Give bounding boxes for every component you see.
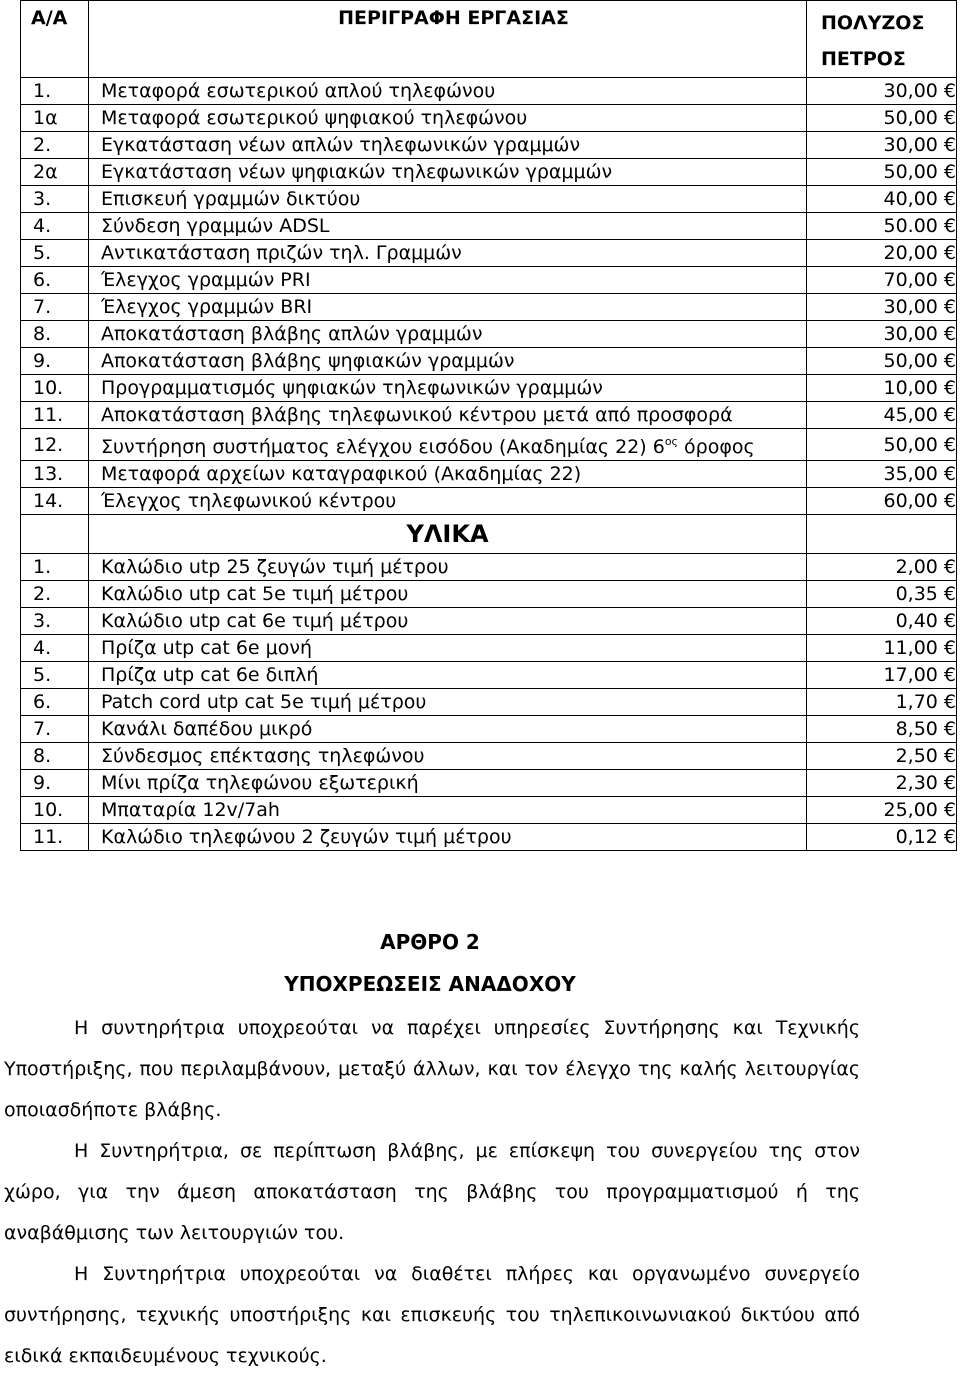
work-row-price: [807, 240, 957, 267]
work-row-price: [807, 213, 957, 240]
work-row-description: [89, 294, 807, 321]
work-row-price: [807, 267, 957, 294]
euro-icon: €: [943, 404, 956, 426]
work-row: [21, 186, 957, 213]
price-value: 50,00: [883, 350, 938, 372]
work-description-superscript: ος: [664, 435, 678, 448]
work-row-number: 14.: [21, 488, 89, 515]
price-value: 30,00: [883, 323, 938, 345]
work-row-number: 11.: [21, 402, 89, 429]
material-row-number: 6.: [21, 689, 89, 716]
material-description-text: Πρίζα utp cat 6e διπλή: [101, 664, 319, 686]
material-row-number: 9.: [21, 770, 89, 797]
work-row-number: 8.: [21, 321, 89, 348]
work-row-number: 9.: [21, 348, 89, 375]
price-value: 30,00: [883, 134, 938, 156]
work-row-number: 13.: [21, 461, 89, 488]
price-value: 30,00: [883, 80, 938, 102]
euro-icon: €: [943, 718, 956, 740]
header-price-line2: ΠΕΤΡΟΣ: [821, 48, 906, 70]
work-rows: [21, 78, 957, 515]
material-row-number: 8.: [21, 743, 89, 770]
work-row-price: [807, 159, 957, 186]
work-row-description: [89, 348, 807, 375]
paragraph-1: [4, 1008, 860, 1131]
material-row-number: 5.: [21, 662, 89, 689]
price-value: 2,50: [895, 745, 938, 767]
material-description-text: Patch cord utp cat 5e τιμή μέτρου: [101, 691, 427, 713]
materials-num-cell: [21, 515, 89, 554]
header-price-line1: ΠΟΛΥΖΟΣ: [821, 12, 925, 34]
work-row-number: 2.: [21, 132, 89, 159]
price-value: 2,30: [895, 772, 938, 794]
material-row-description: [89, 689, 807, 716]
work-row-number: 7.: [21, 294, 89, 321]
material-row-price: [807, 554, 957, 581]
paragraph-1-text: Η συντηρήτρια υποχρεούται να παρέχει υπηρεσίες Συντήρησης και Τεχνικής Υποστήριξης, που περιλαμβάνουν, μεταξύ άλλων, και τον έλεγχο της καλής λειτουργίας οποιασδήποτε βλάβης.: [4, 1017, 860, 1121]
price-value: 20,00: [883, 242, 938, 264]
work-row: [21, 78, 957, 105]
material-row-number: 2.: [21, 581, 89, 608]
euro-icon: €: [943, 463, 956, 485]
work-row-description: [89, 186, 807, 213]
work-row: [21, 488, 957, 515]
price-value: 0,40: [895, 610, 938, 632]
material-description-text: Σύνδεσμος επέκτασης τηλεφώνου: [101, 745, 425, 767]
work-row-description: [89, 461, 807, 488]
work-row-description: [89, 488, 807, 515]
euro-icon: €: [943, 610, 956, 632]
material-row-description: [89, 581, 807, 608]
header-price: [807, 1, 957, 78]
euro-icon: €: [943, 107, 956, 129]
work-row-price: [807, 402, 957, 429]
paragraph-3: [4, 1254, 860, 1377]
work-description-text: Αποκατάσταση βλάβης ψηφιακών γραμμών: [101, 350, 515, 372]
euro-icon: €: [943, 188, 956, 210]
work-description-text: Επισκευή γραμμών δικτύου: [101, 188, 361, 210]
work-row-price: [807, 132, 957, 159]
price-value: 50,00: [883, 161, 938, 183]
work-row: [21, 375, 957, 402]
paragraph-2: [4, 1131, 860, 1254]
work-row-number: 2α: [21, 159, 89, 186]
price-value: 25,00: [883, 799, 938, 821]
work-row: [21, 402, 957, 429]
material-row-price: [807, 824, 957, 851]
euro-icon: €: [943, 433, 956, 456]
euro-icon: €: [943, 745, 956, 767]
euro-icon: €: [943, 637, 956, 659]
work-row: [21, 159, 957, 186]
material-row: [21, 635, 957, 662]
work-row-price: [807, 294, 957, 321]
materials-section-row: [21, 515, 957, 554]
material-row-price: [807, 608, 957, 635]
euro-icon: €: [943, 826, 956, 848]
material-row-description: [89, 824, 807, 851]
work-row-description: [89, 240, 807, 267]
work-description-text: Έλεγχος γραμμών PRI: [101, 269, 311, 291]
work-row: [21, 105, 957, 132]
work-row-description: [89, 159, 807, 186]
work-row-price: [807, 105, 957, 132]
price-value: 50.00: [883, 215, 938, 237]
work-row-number: 6.: [21, 267, 89, 294]
material-description-text: Κανάλι δαπέδου μικρό: [101, 718, 313, 740]
work-row-description: [89, 132, 807, 159]
material-row-number: 7.: [21, 716, 89, 743]
material-row-number: 10.: [21, 797, 89, 824]
work-row-price: [807, 488, 957, 515]
price-value: 35,00: [883, 463, 938, 485]
work-description-text: Σύνδεση γραμμών ADSL: [101, 215, 330, 237]
euro-icon: €: [943, 242, 956, 264]
work-description-text: Μεταφορά εσωτερικού ψηφιακού τηλεφώνου: [101, 107, 528, 129]
price-value: 0,35: [895, 583, 938, 605]
material-description-text: Καλώδιο τηλεφώνου 2 ζευγών τιμή μέτρου: [101, 826, 512, 848]
work-description-text: Έλεγχος γραμμών BRI: [101, 296, 313, 318]
material-row-description: [89, 554, 807, 581]
material-row-price: [807, 635, 957, 662]
material-row-price: [807, 581, 957, 608]
work-row-description: [89, 213, 807, 240]
euro-icon: €: [943, 215, 956, 237]
material-rows: [21, 554, 957, 851]
material-description-text: Καλώδιο utp cat 6e τιμή μέτρου: [101, 610, 409, 632]
work-row: [21, 213, 957, 240]
material-row-description: [89, 770, 807, 797]
work-description-text: Εγκατάσταση νέων απλών τηλεφωνικών γραμμών: [101, 134, 581, 156]
paragraph-2-text: Η Συντηρήτρια, σε περίπτωση βλάβης, με επίσκεψη του συνεργείου της στον χώρο, για την άμεση αποκατάσταση της βλάβης του προγραμματισμού ή της αναβάθμισης των λειτουργιών του.: [4, 1140, 860, 1244]
work-row-price: [807, 429, 957, 461]
material-row-description: [89, 716, 807, 743]
material-row-price: [807, 716, 957, 743]
table-header-row: [21, 1, 957, 78]
euro-icon: €: [943, 583, 956, 605]
work-row-number: 1α: [21, 105, 89, 132]
price-value: 8,50: [895, 718, 938, 740]
material-row: [21, 770, 957, 797]
price-value: 2,00: [895, 556, 938, 578]
work-description-text: Εγκατάσταση νέων ψηφιακών τηλεφωνικών γραμμών: [101, 161, 613, 183]
material-row: [21, 797, 957, 824]
material-row-price: [807, 689, 957, 716]
price-value: 40,00: [883, 188, 938, 210]
work-row-price: [807, 321, 957, 348]
work-description-text: Αποκατάσταση βλάβης απλών γραμμών: [101, 323, 483, 345]
euro-icon: €: [943, 691, 956, 713]
work-row-number: 12.: [21, 429, 89, 461]
work-row: [21, 461, 957, 488]
material-row: [21, 581, 957, 608]
material-description-text: Μπαταρία 12v/7ah: [101, 799, 280, 821]
euro-icon: €: [943, 161, 956, 183]
euro-icon: €: [943, 772, 956, 794]
materials-price-cell: [807, 515, 957, 554]
material-description-text: Πρίζα utp cat 6e μονή: [101, 637, 313, 659]
work-row-description: [89, 267, 807, 294]
euro-icon: €: [943, 377, 956, 399]
material-row-number: 4.: [21, 635, 89, 662]
material-description-text: Καλώδιο utp cat 5e τιμή μέτρου: [101, 583, 409, 605]
material-row: [21, 608, 957, 635]
price-value: 50,00: [883, 107, 938, 129]
material-row-number: 1.: [21, 554, 89, 581]
materials-heading: ΥΛΙΚΑ: [89, 515, 807, 554]
work-row-price: [807, 348, 957, 375]
work-row-number: 3.: [21, 186, 89, 213]
price-value: 0,12: [895, 826, 938, 848]
material-row-price: [807, 662, 957, 689]
work-row: [21, 429, 957, 461]
euro-icon: €: [943, 269, 956, 291]
material-row: [21, 554, 957, 581]
material-row-description: [89, 662, 807, 689]
work-description-text: Έλεγχος τηλεφωνικού κέντρου: [101, 490, 397, 512]
work-row-price: [807, 461, 957, 488]
work-row-price: [807, 375, 957, 402]
work-row: [21, 348, 957, 375]
material-row-price: [807, 797, 957, 824]
header-description: ΠΕΡΙΓΡΑΦΗ ΕΡΓΑΣΙΑΣ: [89, 1, 807, 78]
material-row-number: 3.: [21, 608, 89, 635]
material-row-description: [89, 635, 807, 662]
work-row: [21, 267, 957, 294]
work-row-number: 5.: [21, 240, 89, 267]
work-row: [21, 321, 957, 348]
material-row: [21, 743, 957, 770]
work-row-description: [89, 429, 807, 461]
pricing-table: [20, 0, 957, 851]
price-value: 11,00: [883, 637, 938, 659]
material-row: [21, 716, 957, 743]
price-value: 50,00: [883, 433, 938, 456]
article-title: ΑΡΘΡΟ 2: [380, 930, 480, 954]
price-value: 70,00: [883, 269, 938, 291]
price-value: 45,00: [883, 404, 938, 426]
price-value: 17,00: [883, 664, 938, 686]
work-description-text: Αποκατάσταση βλάβης τηλεφωνικού κέντρου μετά από προσφορά: [101, 404, 733, 426]
material-row-number: 11.: [21, 824, 89, 851]
euro-icon: €: [943, 134, 956, 156]
work-row-description: [89, 78, 807, 105]
work-description-text: Προγραμματισμός ψηφιακών τηλεφωνικών γραμμών: [101, 377, 603, 399]
material-row: [21, 824, 957, 851]
material-row-price: [807, 770, 957, 797]
work-row-description: [89, 105, 807, 132]
euro-icon: €: [943, 350, 956, 372]
euro-icon: €: [943, 80, 956, 102]
work-row: [21, 240, 957, 267]
work-description-suffix: όροφος: [678, 436, 755, 458]
work-row: [21, 294, 957, 321]
work-description-text: Μεταφορά εσωτερικού απλού τηλεφώνου: [101, 80, 496, 102]
material-row-description: [89, 743, 807, 770]
work-row-description: [89, 402, 807, 429]
work-row-description: [89, 321, 807, 348]
work-row-number: 4.: [21, 213, 89, 240]
material-description-text: Μίνι πρίζα τηλεφώνου εξωτερική: [101, 772, 419, 794]
euro-icon: €: [943, 296, 956, 318]
work-row-number: 10.: [21, 375, 89, 402]
price-value: 10,00: [883, 377, 938, 399]
price-value: 60,00: [883, 490, 938, 512]
euro-icon: €: [943, 799, 956, 821]
material-row: [21, 689, 957, 716]
euro-icon: €: [943, 664, 956, 686]
work-row: [21, 132, 957, 159]
euro-icon: €: [943, 323, 956, 345]
paragraph-3-text: Η Συντηρήτρια υποχρεούται να διαθέτει πλήρες και οργανωμένο συνεργείο συντήρησης, τεχνικής υποστήριξης και επισκευής του τηλεπικοινωνιακού δικτύου από ειδικά εκπαιδευμένους τεχνικούς.: [4, 1263, 860, 1367]
work-description-text: Αντικατάσταση πριζών τηλ. Γραμμών: [101, 242, 462, 264]
euro-icon: €: [943, 556, 956, 578]
header-aa: Α/Α: [21, 1, 89, 78]
price-value: 30,00: [883, 296, 938, 318]
work-description-text: Συντήρηση συστήματος ελέγχου εισόδου (Ακαδημίας 22) 6: [101, 436, 665, 458]
price-value: 1,70: [895, 691, 938, 713]
material-row-description: [89, 797, 807, 824]
work-description-text: Μεταφορά αρχείων καταγραφικού (Ακαδημίας 22): [101, 463, 582, 485]
material-row-price: [807, 743, 957, 770]
work-row-price: [807, 186, 957, 213]
work-row-number: 1.: [21, 78, 89, 105]
euro-icon: €: [943, 490, 956, 512]
material-row: [21, 662, 957, 689]
work-row-price: [807, 78, 957, 105]
work-row-description: [89, 375, 807, 402]
material-description-text: Καλώδιο utp 25 ζευγών τιμή μέτρου: [101, 556, 449, 578]
material-row-description: [89, 608, 807, 635]
article-subtitle: ΥΠΟΧΡΕΩΣΕΙΣ ΑΝΑΔΟΧΟΥ: [284, 972, 576, 996]
